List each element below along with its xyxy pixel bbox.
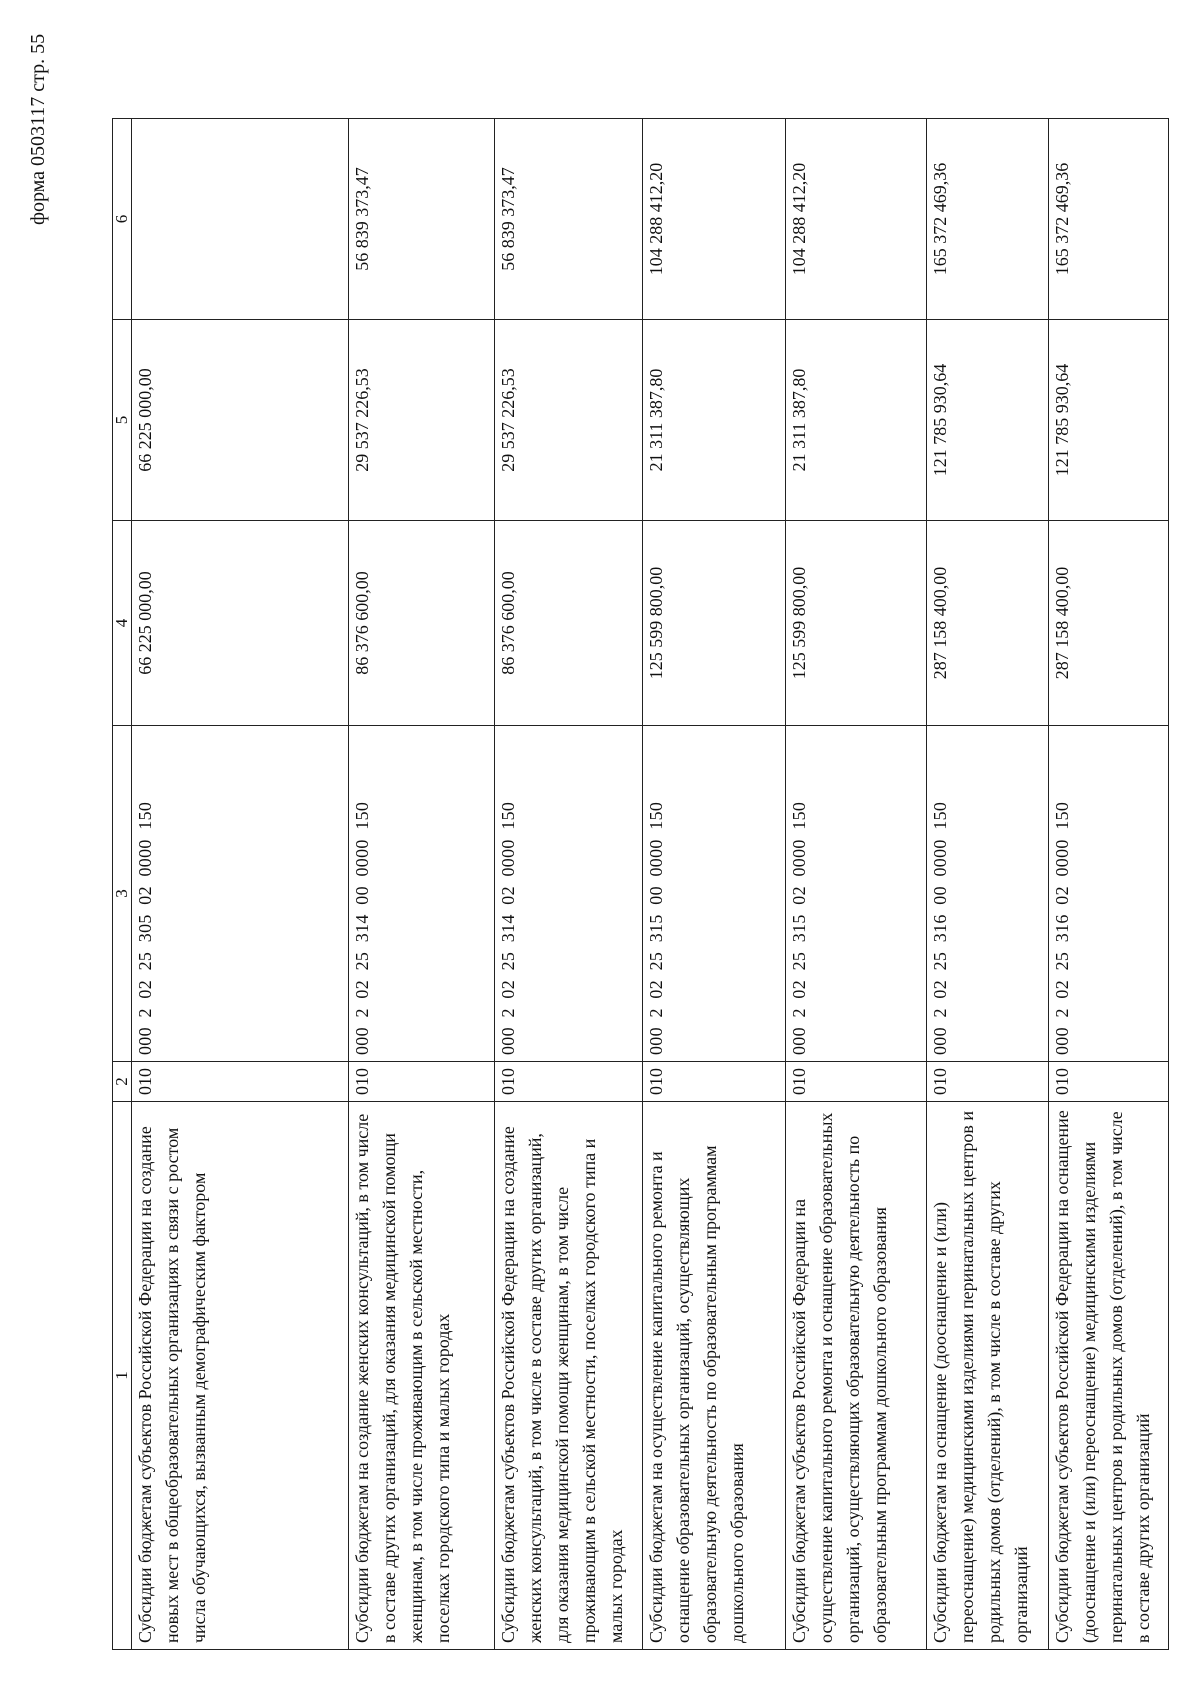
table-row [495,119,643,1650]
row-kbk: 000 2 02 25 314 00 0000 150 [349,726,495,1062]
column-header-5: 5 [113,320,132,521]
row-approved: 125 599 800,00 [786,521,927,726]
row-executed: 21 311 387,80 [786,320,927,521]
table-row [1049,119,1169,1650]
row-kbk: 000 2 02 25 315 00 0000 150 [643,726,786,1062]
row-name: Субсидии бюджетам субъектов Российской Федерации на создание новых мест в общеобразовательных организациях в связи с ростом числа обучающихся, вызванным демографическим фактором [132,1102,349,1650]
table-row [132,119,349,1650]
row-name: Субсидии бюджетам на осуществление капитального ремонта и оснащение образовательных организаций, осуществляющих образовательную деятельность по образовательным программам дошкольного образования [643,1102,786,1650]
row-unexecuted: 56 839 373,47 [349,119,495,320]
row-name: Субсидии бюджетам субъектов Российской Федерации на создание женских консультаций, в том числе в составе других организаций, для оказания медицинской помощи женщинам, в том числе проживающим в сельской местности, поселках городского типа и малых городах [495,1102,643,1650]
table-row [786,119,927,1650]
table-row [349,119,495,1650]
row-executed: 66 225 000,00 [132,320,349,521]
column-header-3: 3 [113,726,132,1062]
row-approved: 66 225 000,00 [132,521,349,726]
row-kbk: 000 2 02 25 315 02 0000 150 [786,726,927,1062]
row-line-code: 010 [1049,1062,1169,1102]
row-approved: 287 158 400,00 [1049,521,1169,726]
row-approved: 125 599 800,00 [643,521,786,726]
column-header-6: 6 [113,119,132,320]
row-name: Субсидии бюджетам субъектов Российской Федерации на оснащение (дооснащение и (или) переоснащение) медицинскими изделиями перинатальных центров и родильных домов (отделений), в том числе в составе других организаций [1049,1102,1169,1650]
row-unexecuted: 165 372 469,36 [927,119,1049,320]
row-name: Субсидии бюджетам на оснащение (дооснащение и (или) переоснащение) медицинскими изделиями перинатальных центров и родильных домов (отделений), в том числе в составе других организаций [927,1102,1049,1650]
row-executed: 121 785 930,64 [1049,320,1169,521]
row-approved: 86 376 600,00 [349,521,495,726]
row-unexecuted [132,119,349,320]
row-kbk: 000 2 02 25 314 02 0000 150 [495,726,643,1062]
row-executed: 121 785 930,64 [927,320,1049,521]
table-row [927,119,1049,1650]
row-line-code: 010 [927,1062,1049,1102]
column-header-4: 4 [113,521,132,726]
row-kbk: 000 2 02 25 316 02 0000 150 [1049,726,1169,1062]
form-label: форма 0503117 стр. 55 [27,33,49,225]
table-row [643,119,786,1650]
row-name: Субсидии бюджетам на создание женских консультаций, в том числе в составе других организаций, для оказания медицинской помощи женщинам, в том числе проживающим в сельской местности, поселках городского типа и малых городах [349,1102,495,1650]
row-unexecuted: 104 288 412,20 [643,119,786,320]
row-unexecuted: 165 372 469,36 [1049,119,1169,320]
row-line-code: 010 [132,1062,349,1102]
row-line-code: 010 [349,1062,495,1102]
row-executed: 29 537 226,53 [349,320,495,521]
revenue-table [112,118,1169,1650]
row-unexecuted: 104 288 412,20 [786,119,927,320]
column-header-1: 1 [113,1102,132,1650]
row-kbk: 000 2 02 25 305 02 0000 150 [132,726,349,1062]
row-executed: 29 537 226,53 [495,320,643,521]
row-executed: 21 311 387,80 [643,320,786,521]
row-line-code: 010 [786,1062,927,1102]
row-approved: 86 376 600,00 [495,521,643,726]
row-name: Субсидии бюджетам субъектов Российской Федерации на осуществление капитального ремонта и оснащение образовательных организаций, осуществляющих образовательную деятельность по образовательным программам дошкольного образования [786,1102,927,1650]
row-line-code: 010 [495,1062,643,1102]
header-row [113,119,132,1650]
row-kbk: 000 2 02 25 316 00 0000 150 [927,726,1049,1062]
row-approved: 287 158 400,00 [927,521,1049,726]
row-line-code: 010 [643,1062,786,1102]
row-unexecuted: 56 839 373,47 [495,119,643,320]
column-header-2: 2 [113,1062,132,1102]
